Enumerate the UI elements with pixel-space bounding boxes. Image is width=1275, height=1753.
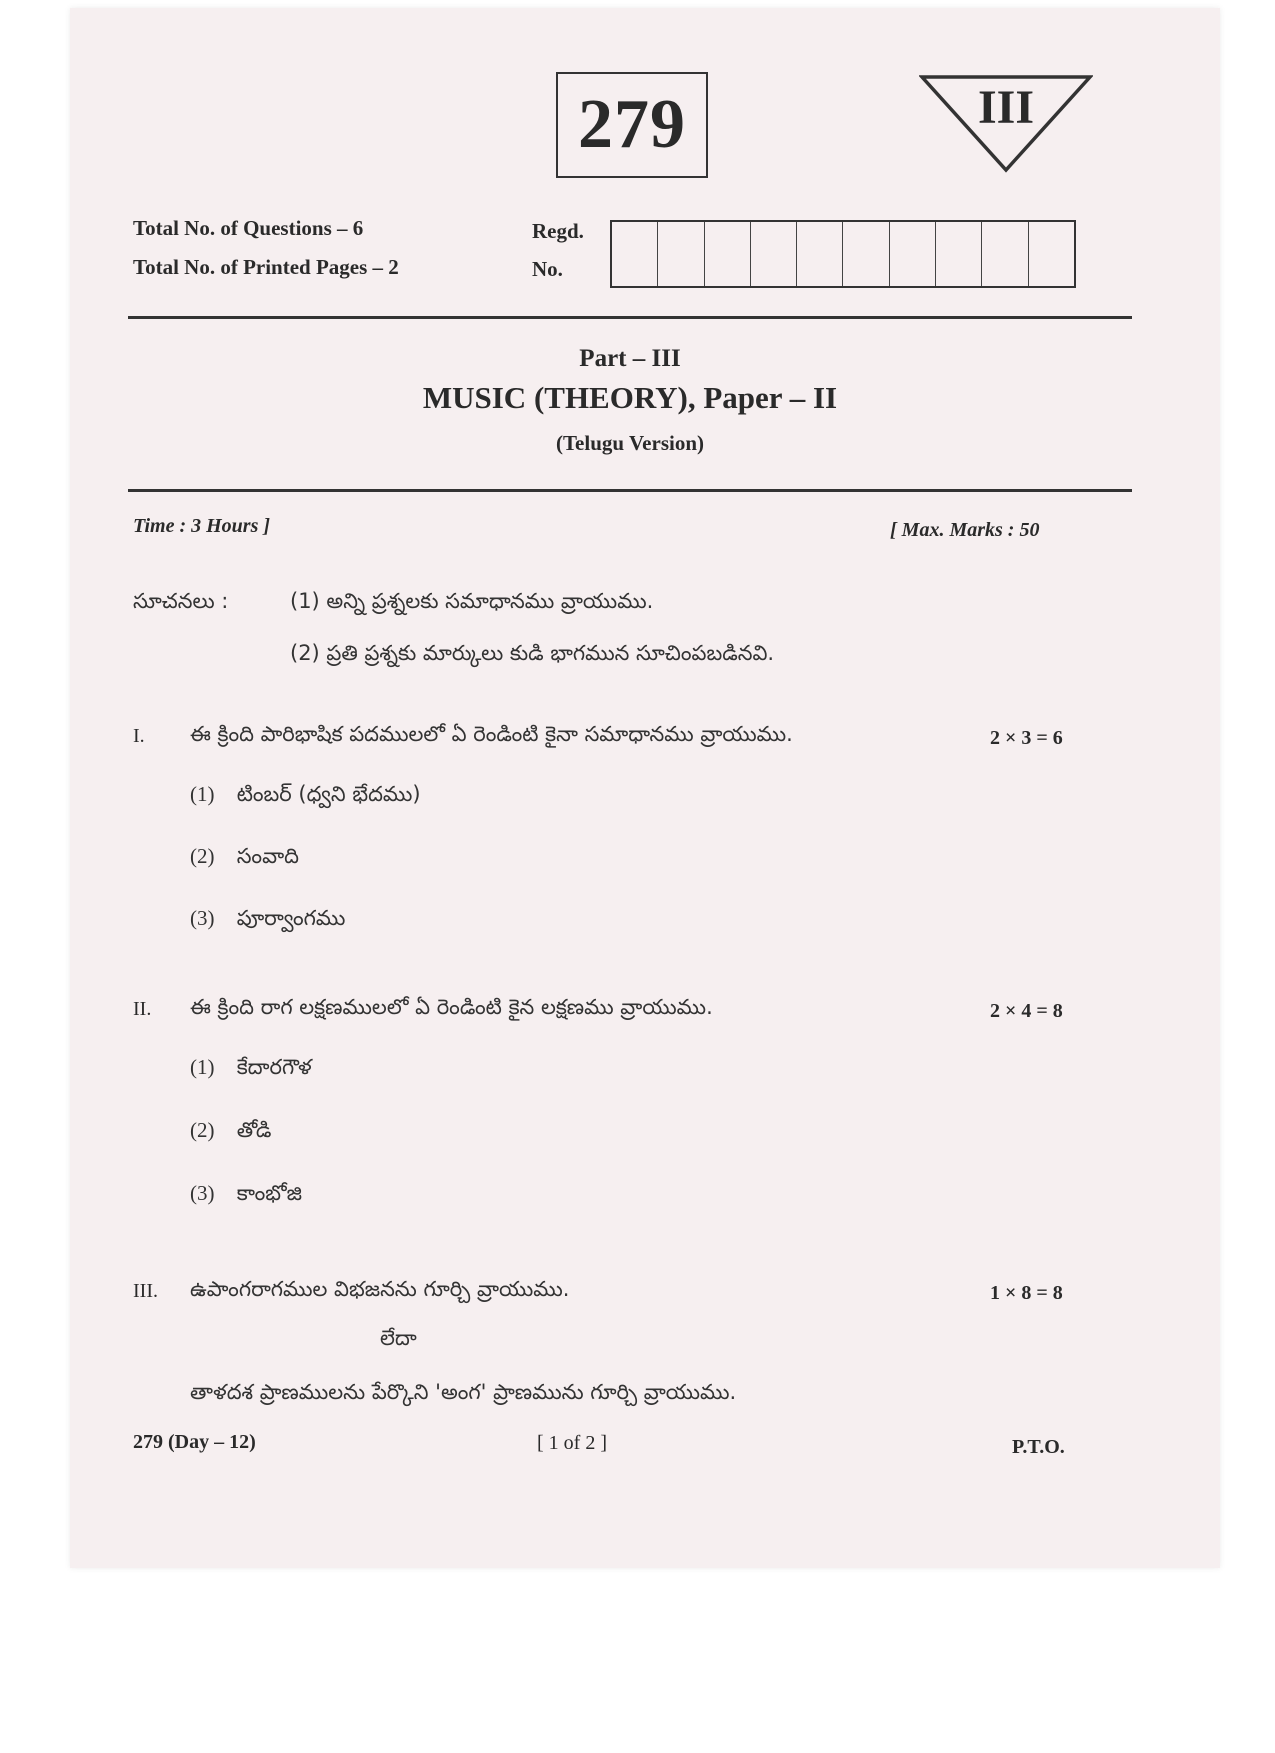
question-text: ఈ క్రింది రాగ లక్షణములలో ఏ రెండింటి కైన లక్షణము వ్రాయుము.	[190, 995, 713, 1019]
option-number: (2)	[190, 1118, 215, 1142]
instruction-item: (1) అన్ని ప్రశ్నలకు సమాధానము వ్రాయుము.	[290, 589, 654, 613]
divider-top	[128, 316, 1132, 319]
option-text: టింబర్ (ధ్వని భేదము)	[236, 782, 421, 806]
regd-digit-box[interactable]	[936, 222, 982, 286]
regd-digit-box[interactable]	[658, 222, 704, 286]
regd-no-label: No.	[532, 257, 563, 281]
page-indicator: [ 1 of 2 ]	[537, 1432, 607, 1454]
option-text: పూర్వాంగము	[236, 906, 346, 930]
regd-number-boxes	[610, 220, 1076, 288]
question-option	[190, 844, 299, 874]
question-marks: 1 × 8 = 8	[990, 1282, 1063, 1304]
time-allowed: Time : 3 Hours ]	[133, 515, 271, 537]
option-text: కేదారగౌళ	[236, 1055, 312, 1079]
question-marks: 2 × 4 = 8	[990, 1000, 1063, 1022]
option-text: సంవాది	[236, 844, 299, 868]
option-text: కాంభోజి	[236, 1181, 302, 1205]
total-questions: Total No. of Questions – 6	[133, 216, 364, 240]
part-badge-label: III	[977, 81, 1035, 134]
version-label: (Telugu Version)	[555, 431, 704, 455]
please-turn-over: P.T.O.	[1012, 1436, 1065, 1458]
or-separator: లేదా	[380, 1326, 417, 1350]
regd-digit-box[interactable]	[797, 222, 843, 286]
regd-digit-box[interactable]	[843, 222, 889, 286]
option-number: (2)	[190, 844, 215, 868]
max-marks: [ Max. Marks : 50	[890, 519, 1040, 541]
question-number: II.	[133, 998, 152, 1020]
question-option	[190, 906, 345, 936]
part-heading: Part – III	[579, 345, 681, 372]
regd-digit-box[interactable]	[982, 222, 1028, 286]
paper-title: MUSIC (THEORY), Paper – II	[422, 380, 838, 415]
regd-digit-box[interactable]	[751, 222, 797, 286]
option-number: (1)	[190, 1055, 215, 1079]
question-marks: 2 × 3 = 6	[990, 727, 1063, 749]
option-text: తోడి	[236, 1118, 272, 1142]
question-text: ఈ క్రింది పారిభాషిక పదములలో ఏ రెండింటి కైనా సమాధానము వ్రాయుము.	[190, 722, 793, 746]
regd-digit-box[interactable]	[1029, 222, 1074, 286]
regd-digit-box[interactable]	[612, 222, 658, 286]
option-number: (3)	[190, 906, 215, 930]
question-option	[190, 782, 421, 812]
divider-middle	[128, 489, 1132, 492]
instruction-item: (2) ప్రతి ప్రశ్నకు మార్కులు కుడి భాగమున సూచింపబడినవి.	[290, 641, 775, 665]
question-option	[190, 1118, 271, 1148]
footer-paper-code: 279 (Day – 12)	[133, 1431, 256, 1453]
paper-code-box	[556, 72, 708, 178]
option-number: (1)	[190, 782, 215, 806]
option-number: (3)	[190, 1181, 215, 1205]
alternative-question: తాళదశ ప్రాణములను పేర్కొని 'అంగ' ప్రాణమును గూర్చి వ్రాయుము.	[190, 1380, 737, 1404]
question-option	[190, 1055, 312, 1085]
question-number: I.	[133, 725, 145, 747]
question-number: III.	[133, 1280, 158, 1302]
paper-code: 279	[578, 86, 686, 163]
total-pages: Total No. of Printed Pages – 2	[133, 255, 399, 279]
question-text: ఉపాంగరాగముల విభజనను గూర్చి వ్రాయుము.	[190, 1277, 570, 1301]
instructions-label: సూచనలు :	[133, 589, 229, 613]
question-option	[190, 1181, 302, 1211]
regd-digit-box[interactable]	[890, 222, 936, 286]
regd-digit-box[interactable]	[705, 222, 751, 286]
regd-label: Regd.	[532, 219, 584, 243]
